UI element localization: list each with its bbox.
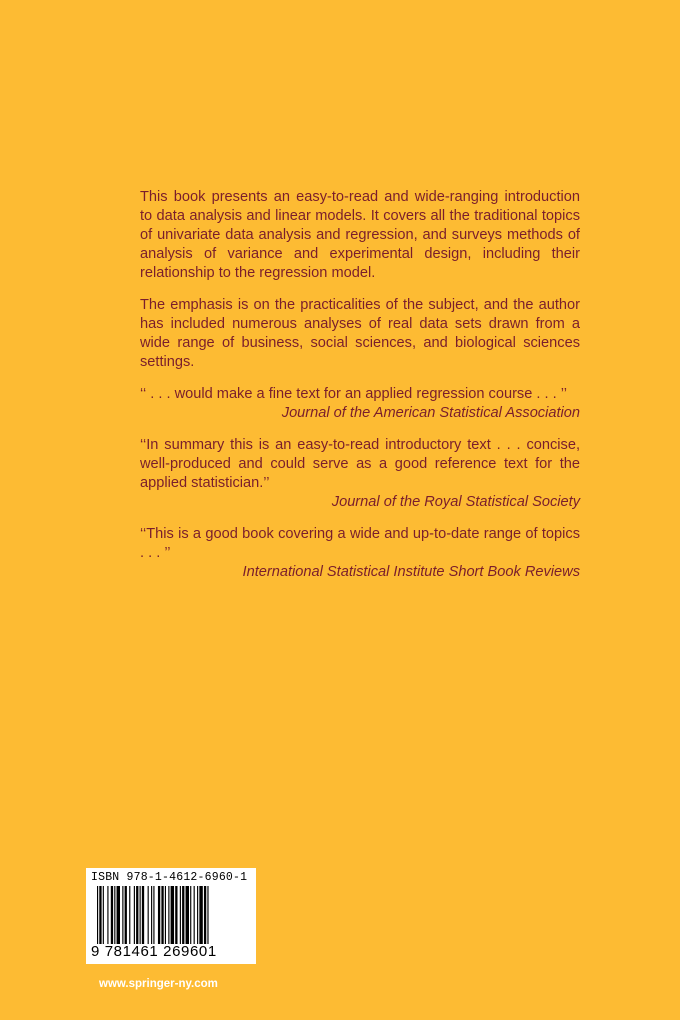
review-source-3: International Statistical Institute Short Book Reviews bbox=[242, 564, 580, 580]
isbn-barcode bbox=[86, 868, 256, 964]
barcode-bars bbox=[97, 886, 245, 944]
description-paragraph-2: The emphasis is on the practicalities of the subject, and the author has included numerous analyses of real data sets drawn from a wide range of business, social sciences, and biological sciences settings. bbox=[140, 297, 580, 370]
back-cover-text bbox=[140, 188, 580, 595]
review-quote-3: ‘‘This is a good book covering a wide and up-to-date range of topics . . . ’’ bbox=[140, 526, 580, 561]
barcode-digits: 9 781461 269601 bbox=[91, 943, 217, 960]
review-source-1: Journal of the American Statistical Association bbox=[281, 405, 580, 421]
review-quote-2: ‘‘In summary this is an easy-to-read introductory text . . . concise, well-produced and could serve as a good reference text for the applied statistician.’’ bbox=[140, 437, 580, 491]
isbn-label: ISBN 978-1-4612-6960-1 bbox=[91, 871, 248, 884]
description-paragraph-1: This book presents an easy-to-read and wide-ranging introduction to data analysis and linear models. It covers all the traditional topics of univariate data analysis and regression, and surveys methods of analysis of variance and experimental design, including their relationship to the regression model. bbox=[140, 189, 580, 281]
review-quote-1: ‘‘ . . . would make a fine text for an applied regression course . . . ’’ bbox=[140, 386, 567, 402]
review-source-2: Journal of the Royal Statistical Society bbox=[331, 494, 580, 510]
publisher-url: www.springer-ny.com bbox=[99, 978, 218, 990]
